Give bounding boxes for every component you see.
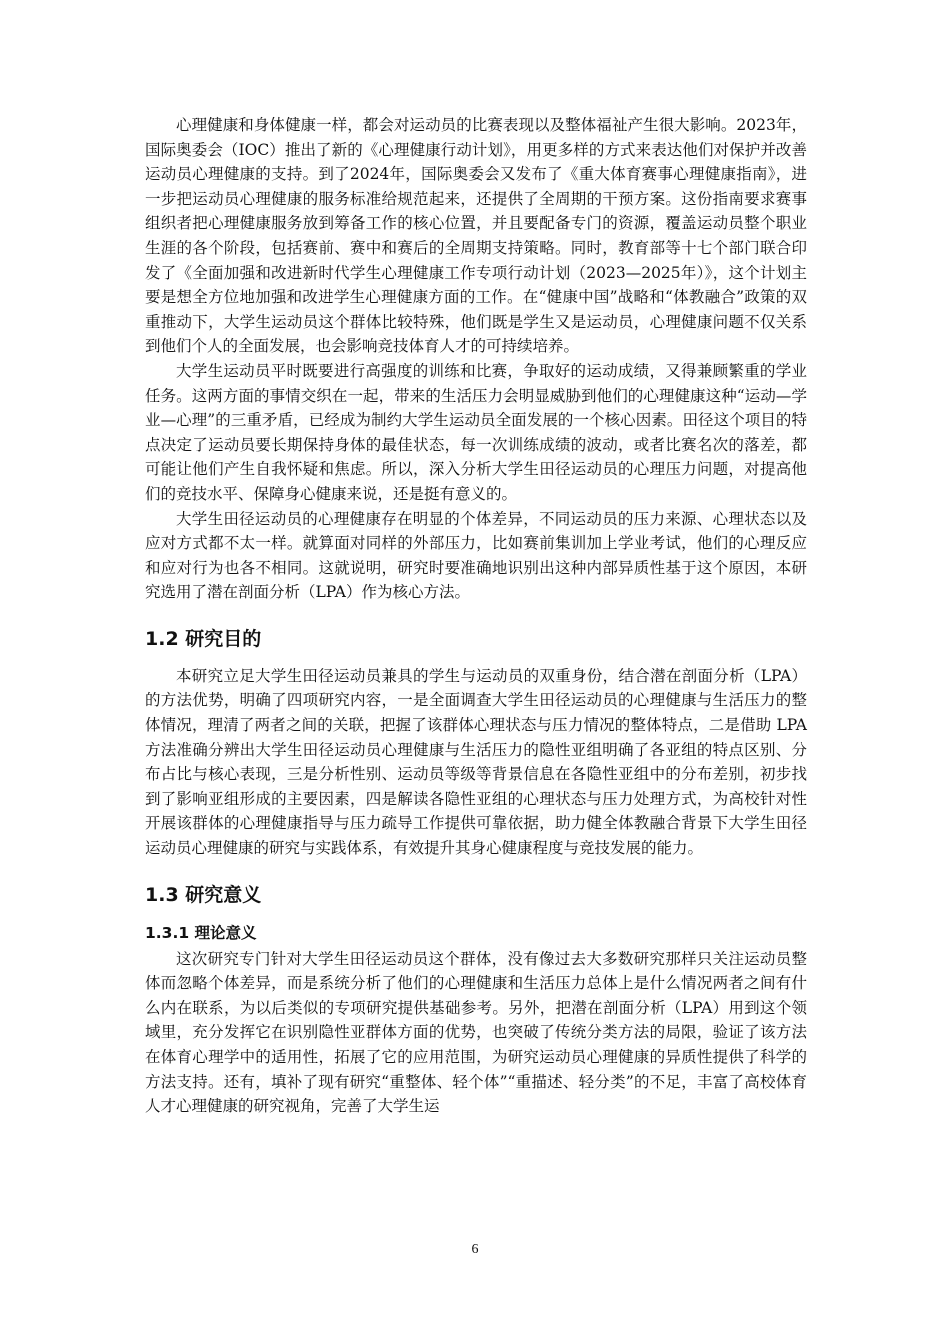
research-purpose-paragraph: 本研究立足大学生田径运动员兼具的学生与运动员的双重身份，结合潜在剖面分析（LPA）的方法优势，明确了四项研究内容，一是全面调查大学生田径运动员的心理健康与生活压力的整体情况，理清了两者之间的关联，把握了该群体心理状态与压力情况的整体特点，二是借助 LPA 方法准确分辨出大学生田径运动员心理健康与生活压力的隐性亚组明确了各亚组的特点区别、分布占比与核心表现，三是分析性别、运动员等级等背景信息在各隐性亚组中的分布差别，初步找到了影响亚组形成的主要因素，四是解读各隐性亚组的心理状态与压力处理方式，为高校针对性开展该群体的心理健康指导与压力疏导工作提供可靠依据，助力健全体教融合背景下大学生田径运动员心理健康的研究与实践体系，有效提升其身心健康程度与竞技发展的能力。 xyxy=(145,666,807,858)
page-number: 6 xyxy=(471,1242,479,1257)
intro-paragraph-1: 心理健康和身体健康一样，都会对运动员的比赛表现以及整体福祉产生很大影响。2023年，国际奥委会（IOC）推出了新的《心理健康行动计划》，用更多样的方式来表达他们对保护并改善运动员心理健康的支持。到了2024年，国际奥委会又发布了《重大体育赛事心理健康指南》，进一步把运动员心理健康的服务标准给规范起来，还提供了全周期的干预方案。这份指南要求赛事组织者把心理健康服务放到筹备工作的核心位置，并且要配备专门的资源，覆盖运动员整个职业生涯的各个阶段，包括赛前、赛中和赛后的全周期支持策略。同时，教育部等十七个部门联合印发了《全面加强和改进新时代学生心理健康工作专项行动计划（2023—2025年）》，这个计划主要是想全方位地加强和改进学生心理健康方面的工作。在“健康中国”战略和“体教融合”政策的双重推动下，大学生运动员这个群体比较特殊，他们既是学生又是运动员，心理健康问题不仅关系到他们个人的全面发展，也会影响竞技体育人才的可持续培养。 xyxy=(145,116,807,356)
section-heading-research-significance: 1.3 研究意义 xyxy=(145,883,262,906)
intro-paragraph-3: 大学生田径运动员的心理健康存在明显的个体差异，不同运动员的压力来源、心理状态以及应对方式都不太一样。就算面对同样的外部压力，比如赛前集训加上学业考试，他们的心理反应和应对行为也各不相同。这就说明，研究时要准确地识别出这种内部异质性基于这个原因，本研究选用了潜在剖面分析（LPA）作为核心方法。 xyxy=(145,509,807,602)
intro-paragraph-2: 大学生运动员平时既要进行高强度的训练和比赛，争取好的运动成绩，又得兼顾繁重的学业任务。这两方面的事情交织在一起，带来的生活压力会明显威胁到他们的心理健康这种“运动—学业—心理”的三重矛盾，已经成为制约大学生运动员全面发展的一个核心因素。田径这个项目的特点决定了运动员要长期保持身体的最佳状态，每一次训练成绩的波动，或者比赛名次的落差，都可能让他们产生自我怀疑和焦虑。所以，深入分析大学生田径运动员的心理压力问题，对提高他们的竞技水平、保障身心健康来说，还是挺有意义的。 xyxy=(145,361,807,503)
theoretical-significance-paragraph: 这次研究专门针对大学生田径运动员这个群体，没有像过去大多数研究那样只关注运动员整体而忽略个体差异，而是系统分析了他们的心理健康和生活压力总体上是什么情况两者之间有什么内在联系，为以后类似的专项研究提供基础参考。另外，把潜在剖面分析（LPA）用到这个领域里，充分发挥它在识别隐性亚群体方面的优势，也突破了传统分类方法的局限，验证了该方法在体育心理学中的适用性，拓展了它的应用范围，为研究运动员心理健康的异质性提供了科学的方法支持。还有，填补了现有研究“重整体、轻个体”“重描述、轻分类”的不足，丰富了高校体育人才心理健康的研究视角，完善了大学生运 xyxy=(145,949,807,1116)
section-heading-research-purpose: 1.2 研究目的 xyxy=(145,627,262,650)
subsection-heading-theoretical-significance: 1.3.1 理论意义 xyxy=(145,923,257,942)
document-page xyxy=(145,113,807,1119)
